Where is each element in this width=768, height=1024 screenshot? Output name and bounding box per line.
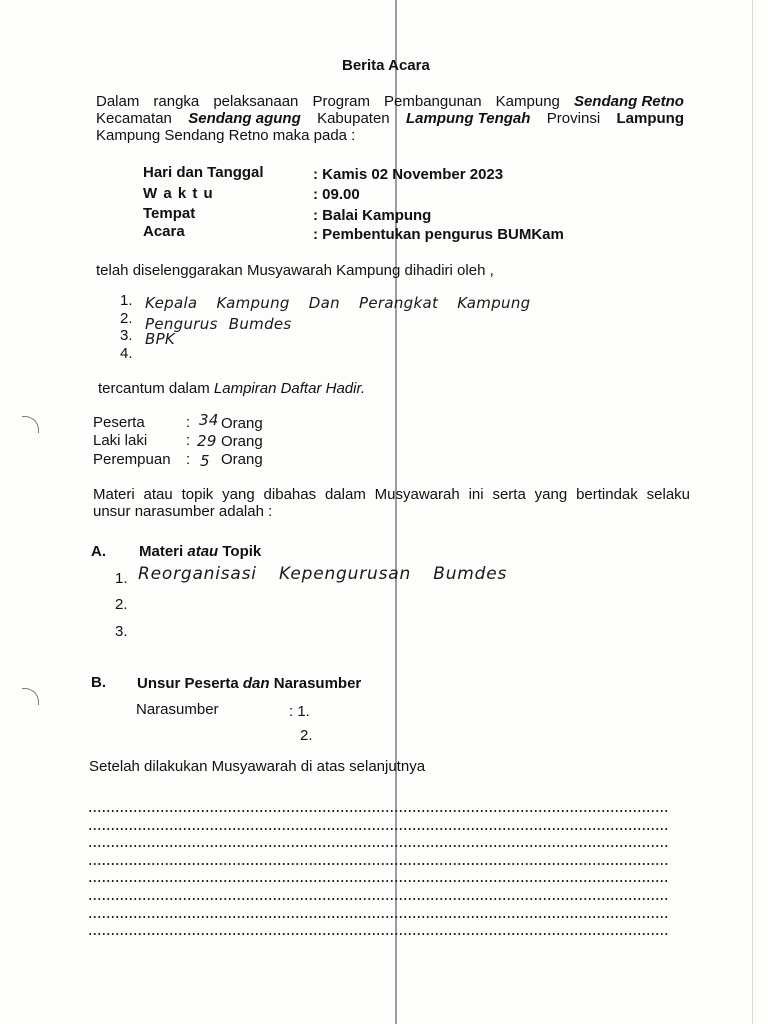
section-a-letter: A.: [91, 543, 106, 560]
detail-label-place: Tempat: [143, 205, 196, 222]
attendee-num: 2.: [120, 310, 133, 327]
count-value-female: 5: [200, 452, 210, 470]
dotted-line: [88, 845, 668, 847]
count-colon: :: [186, 432, 191, 449]
punch-hole-mark: [22, 416, 39, 433]
attachment-reference: Lampiran Daftar Hadir.: [213, 380, 366, 397]
topic-num: 3.: [115, 623, 128, 640]
count-value-participants: 34: [199, 411, 219, 429]
dotted-line: [88, 916, 668, 918]
detail-label-date: Hari dan Tanggal: [143, 164, 264, 181]
regency-name: Lampung Tengah: [406, 110, 531, 127]
materials-intro-line-1: Materi atau topik yang dibahas dalam Musyawarah ini serta yang bertindak selaku: [93, 486, 690, 503]
count-colon: :: [186, 451, 191, 468]
detail-value-date: : Kamis 02 November 2023: [313, 166, 504, 183]
speaker-item: : 1.: [289, 703, 310, 720]
intro-line-1: Dalam rangka pelaksanaan Program Pembangunan Kampung Sendang Retno: [96, 93, 684, 110]
attendee-handwritten: Kepala Kampung Dan Perangkat Kampung: [145, 294, 531, 312]
count-label-participants: Peserta: [93, 414, 145, 431]
attendee-handwritten: BPK: [145, 330, 176, 348]
count-value-male: 29: [197, 432, 217, 450]
materials-intro-line-2: unsur narasumber adalah :: [93, 503, 273, 520]
dotted-line: [88, 933, 668, 935]
detail-label-event: Acara: [143, 223, 185, 240]
count-colon: :: [186, 414, 191, 431]
detail-value-place: : Balai Kampung: [313, 207, 432, 224]
attendee-num: 3.: [120, 327, 133, 344]
document-title: Berita Acara: [342, 57, 430, 74]
speaker-label: Narasumber: [136, 701, 219, 718]
intro-line-2: Kecamatan Sendang agung Kabupaten Lampung Tengah Provinsi Lampung: [96, 110, 684, 127]
attachment-line: tercantum dalam Lampiran Daftar Hadir.: [98, 380, 366, 397]
count-unit: Orang: [221, 415, 263, 432]
section-b-title: Unsur Peserta dan Narasumber: [137, 675, 362, 692]
count-label-female: Perempuan: [93, 451, 171, 468]
dotted-line: [88, 863, 668, 865]
district-name: Sendang agung: [188, 110, 301, 127]
topic-num: 2.: [115, 596, 128, 613]
topic-num: 1.: [115, 570, 128, 587]
village-name: Sendang Retno: [573, 93, 684, 110]
detail-label-time: W a k t u: [143, 185, 214, 202]
dotted-line: [88, 810, 668, 812]
intro-line-3: Kampung Sendang Retno maka pada :: [96, 127, 356, 144]
count-unit: Orang: [221, 433, 263, 450]
closing-line: Setelah dilakukan Musyawarah di atas selanjutnya: [89, 758, 426, 775]
section-a-title: Materi atau Topik: [139, 543, 262, 560]
count-unit: Orang: [221, 451, 263, 468]
topic-handwritten: Reorganisasi Kepengurusan Bumdes: [138, 564, 508, 584]
speaker-item: 2.: [300, 727, 313, 744]
punch-hole-mark: [22, 688, 39, 705]
page-edge: [752, 0, 753, 1024]
detail-value-time: : 09.00: [313, 186, 360, 203]
detail-value-event: : Pembentukan pengurus BUMKam: [313, 226, 564, 243]
count-label-male: Laki laki: [93, 432, 148, 449]
attendee-num: 1.: [120, 292, 133, 309]
scan-fold-line: [395, 0, 397, 1024]
dotted-line: [88, 828, 668, 830]
province-name: Lampung: [616, 110, 684, 127]
attendee-handwritten: Pengurus Bumdes: [145, 315, 292, 333]
section-b-letter: B.: [91, 674, 106, 691]
attended-intro: telah diselenggarakan Musyawarah Kampung dihadiri oleh ,: [96, 262, 494, 279]
dotted-line: [88, 880, 668, 882]
attendee-num: 4.: [120, 345, 133, 362]
dotted-line: [88, 898, 668, 900]
